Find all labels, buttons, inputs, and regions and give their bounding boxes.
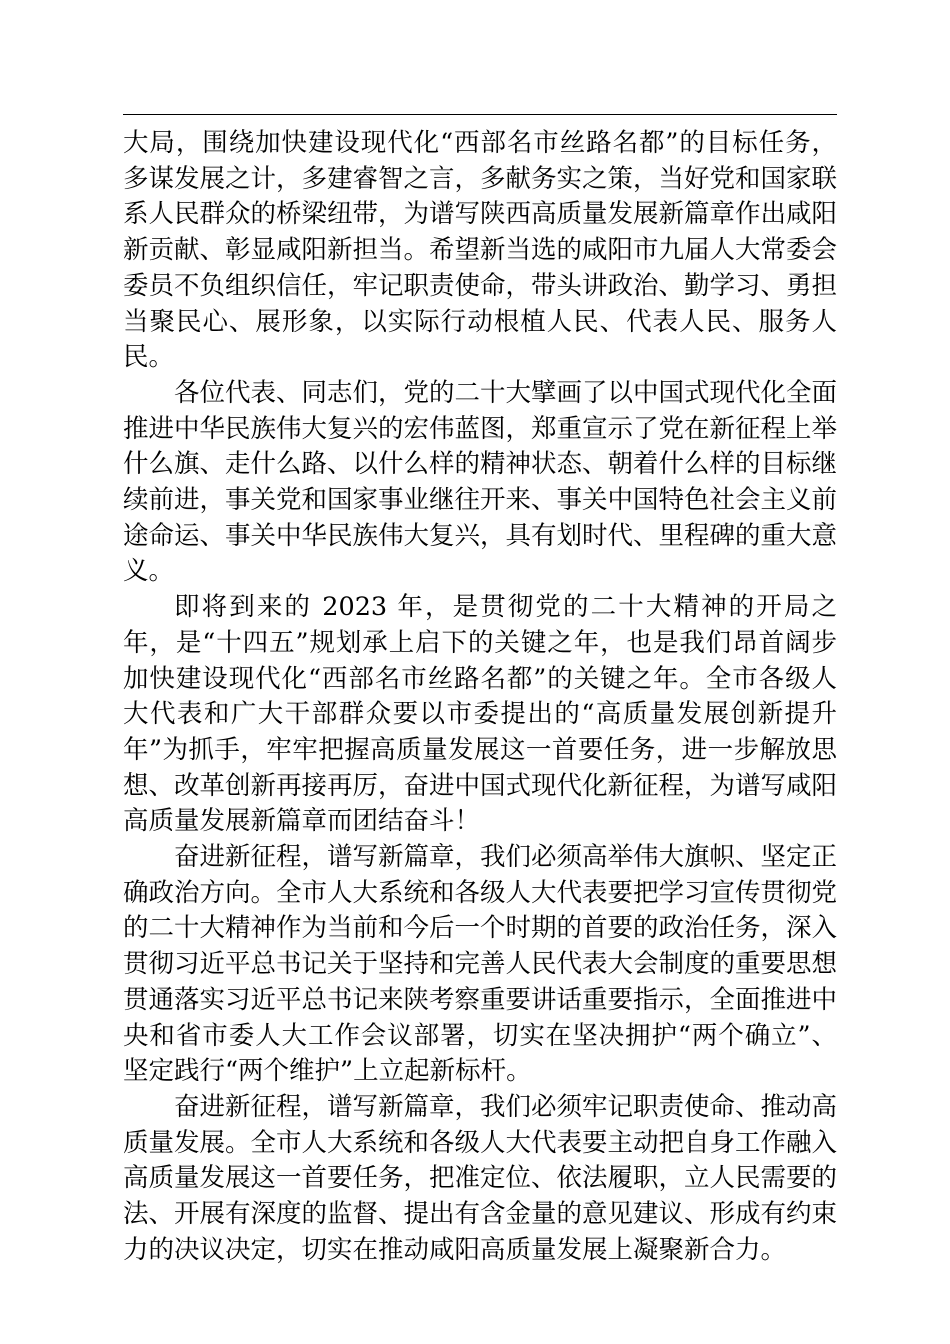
paragraph-continued: 大局，围绕加快建设现代化“西部名市丝路名都”的目标任务，多谋发展之计，多建睿智之言，多献务实之策，当好党和国家联系人民群众的桥梁纽带，为谱写陕西高质量发展新篇章作出咸阳新贡献、彰显咸阳新担当。希望新当选的咸阳市九届人大常委会委员不负组织信任，牢记职责使命，带头讲政治、勤学习、勇担当聚民心、展形象，以实际行动根植人民、代表人民、服务人民。 [123,128,838,373]
paragraph-2023: 即将到来的 2023 年，是贯彻党的二十大精神的开局之年，是“十四五”规划承上启下的关键之年，也是我们昂首阔步加快建设现代化“西部名市丝路名都”的关键之年。全市各级人大代表和广大干部群众要以市委提出的“高质量发展创新提升年”为抓手，牢牢把握高质量发展这一首要任务，进一步解放思想、改革创新再接再厉，奋进中国式现代化新征程，为谱写咸阳高质量发展新篇章而团结奋斗！ [123,592,838,837]
header-rule [123,114,837,115]
paragraph-high-quality-development: 奋进新征程，谱写新篇章，我们必须牢记职责使命、推动高质量发展。全市人大系统和各级人大代表要主动把自身工作融入高质量发展这一首要任务，把准定位、依法履职，立人民需要的法、开展有深度的监督、提出有含金量的意见建议、形成有约束力的决议决定，切实在推动咸阳高质量发展上凝聚新合力。 [123,1091,838,1265]
paragraph-representatives: 各位代表、同志们，党的二十大擘画了以中国式现代化全面推进中华民族伟大复兴的宏伟蓝图，郑重宣示了党在新征程上举什么旗、走什么路、以什么样的精神状态、朝着什么样的目标继续前进，事关党和国家事业继往开来、事关中国特色社会主义前途命运、事关中华民族伟大复兴，具有划时代、里程碑的重大意义。 [123,377,838,587]
paragraph-political-direction: 奋进新征程，谱写新篇章，我们必须高举伟大旗帜、坚定正确政治方向。全市人大系统和各级人大代表要把学习宣传贯彻党的二十大精神作为当前和今后一个时期的首要的政治任务，深入贯彻习近平总书记关于坚持和完善人民代表大会制度的重要思想贯通落实习近平总书记来陕考察重要讲话重要指示，全面推进中央和省市委人大工作会议部署，切实在坚决拥护“两个确立”、坚定践行“两个维护”上立起新标杆。 [123,842,838,1087]
document-body [123,126,837,1269]
